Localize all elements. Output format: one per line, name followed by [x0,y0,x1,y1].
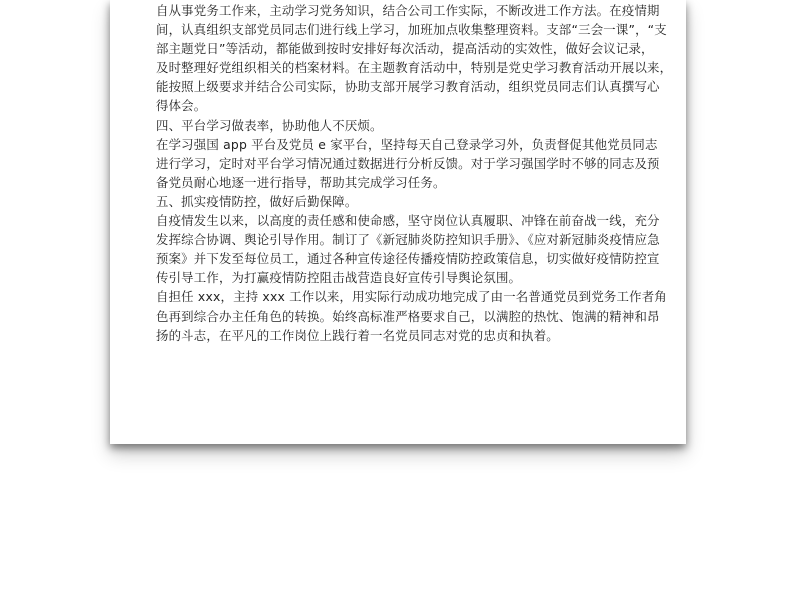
document-body [156,1,673,345]
section-heading-4: 四、平台学习做表率，协助他人不厌烦。 [156,117,383,133]
text-line-16: 自担任 xxx，主持 xxx 工作以来，用实际行动成功地完成了由一名普通党员到党务工作者角 [156,289,667,305]
text-line-17: 色再到综合办主任角色的转换。始终高标准严格要求自己，以满腔的热忱、饱满的精神和昂 [156,308,660,324]
text-line-6: 得体会。 [156,98,207,114]
text-line-15: 传引导工作，为打赢疫情防控阻击战营造良好宣传引导舆论氛围。 [156,270,522,286]
text-line-14: 预案》并下发至每位员工，通过各种宣传途径传播疫情防控政策信息，切实做好疫情防控宣 [156,251,660,267]
text-line-10: 备党员耐心地逐一进行指导，帮助其完成学习任务。 [156,174,446,190]
text-line-9: 进行学习，定时对平台学习情况通过数据进行分析反馈。对于学习强国学时不够的同志及预 [156,155,660,171]
text-line-1: 自从事党务工作来，主动学习党务知识，结合公司工作实际，不断改进工作方法。在疫情期 [156,3,660,18]
text-line-3: 部主题党日”等活动，都能做到按时安排好每次活动，提高活动的实效性，做好会议记录， [156,41,654,57]
text-line-18: 扬的斗志，在平凡的工作岗位上践行着一名党员同志对党的忠贞和执着。 [156,327,559,343]
text-line-8: 在学习强国 app 平台及党员 e 家平台，坚持每天自己登录学习外，负责督促其他党员同志 [156,136,658,152]
text-line-2: 间，认真组织支部党员同志们进行线上学习，加班加点收集整理资料。支部“三会一课”，“支 [156,22,667,38]
document-page [112,0,684,442]
text-line-12: 自疫情发生以来，以高度的责任感和使命感，坚守岗位认真履职、冲锋在前奋战一线，充分 [156,213,660,229]
text-line-4: 及时整理好党组织相关的档案材料。在主题教育活动中，特别是党史学习教育活动开展以来， [156,60,673,76]
section-heading-5: 五、抓实疫情防控，做好后勤保障。 [156,193,358,209]
text-line-5: 能按照上级要求并结合公司实际，协助支部开展学习教育活动，组织党员同志们认真撰写心 [156,79,660,95]
text-line-13: 发挥综合协调、舆论引导作用。制订了《新冠肺炎防控知识手册》、《应对新冠肺炎疫情应急 [156,232,660,248]
